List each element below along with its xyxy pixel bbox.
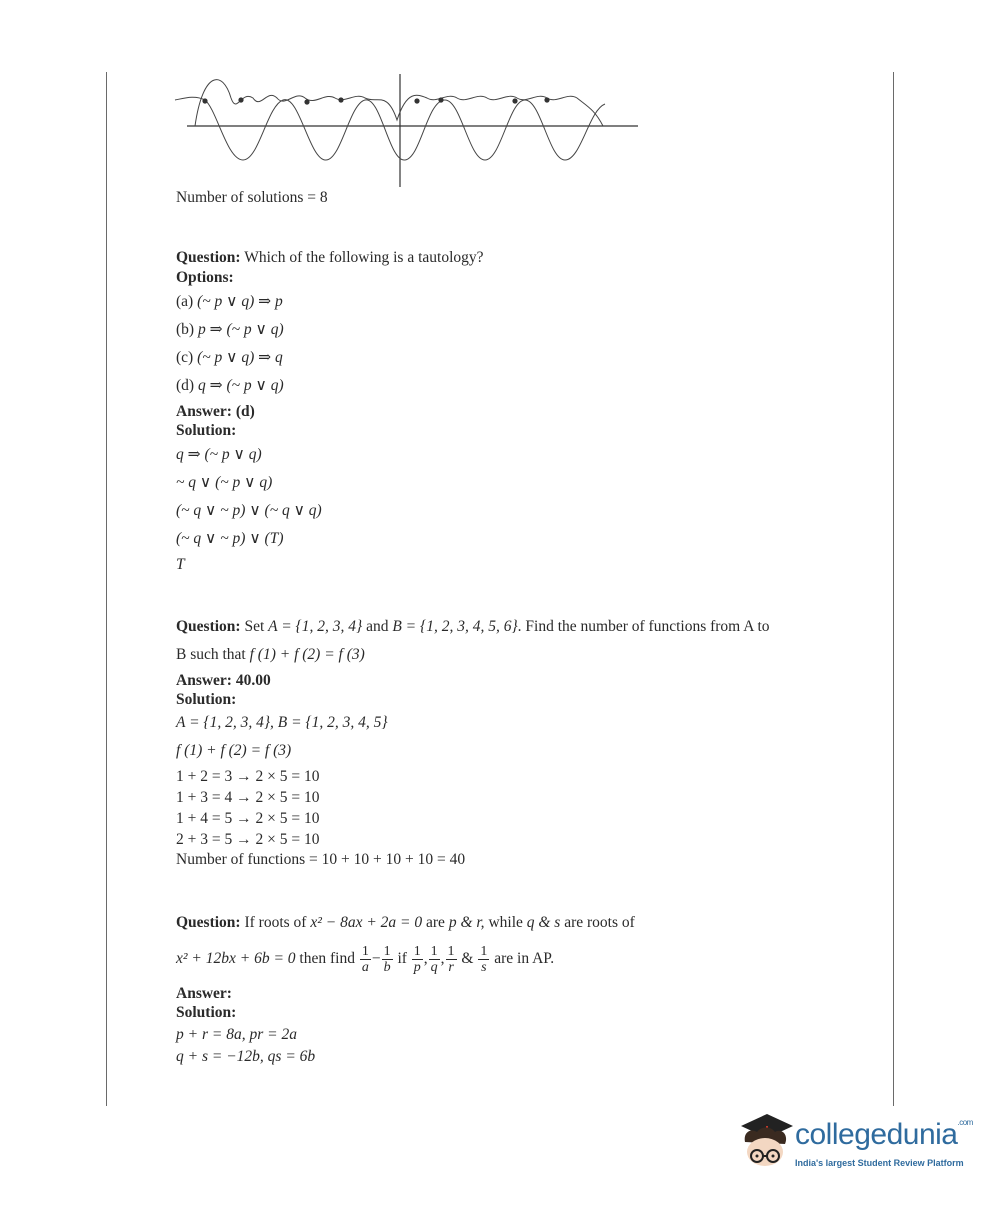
q2-solution-step: A = {1, 2, 3, 4}, B = {1, 2, 3, 4, 5} (176, 714, 388, 731)
q1-solution-step: (~ q ∨ ~ p) ∨ (T) (176, 530, 284, 547)
q2-solution-step: f (1) + f (2) = f (3) (176, 742, 292, 759)
q2-answer: Answer: 40.00 (176, 672, 271, 689)
ampersand: & (457, 950, 478, 967)
sine-graph (165, 70, 645, 190)
curve-sine-wave (175, 97, 605, 160)
q1-solution-step: ~ q ∨ (~ p ∨ q) (176, 474, 273, 491)
q3-text: while (484, 914, 527, 931)
numerator: 1 (361, 943, 369, 959)
q2-solution-step: Number of functions = 10 + 10 + 10 + 10 = 40 (176, 851, 466, 868)
intersection-point (238, 97, 243, 102)
q2-question-line2 (176, 645, 365, 665)
fraction-1-over-a (360, 944, 371, 975)
q1-option-a-label: (a) (176, 293, 194, 310)
q2-math: f (1) + f (2) = f (3) (249, 646, 365, 663)
q3-question-line2 (176, 942, 554, 976)
fraction-1-over-b (382, 944, 393, 975)
q1-option-b-text: p ⇒ (~ p ∨ q) (197, 321, 284, 338)
q1-solution-step: q ⇒ (~ p ∨ q) (176, 446, 262, 463)
q1-option-d (176, 376, 284, 396)
q3-text: if (393, 950, 411, 967)
denominator: a (361, 959, 369, 975)
intersection-point (338, 97, 343, 102)
q1-option-a-text: (~ p ∨ q) ⇒ p (197, 293, 283, 310)
q3-solution-step: p + r = 8a, pr = 2a (176, 1026, 297, 1043)
q2-solution-label: Solution: (176, 691, 237, 708)
q3-math: x² + 12bx + 6b = 0 (176, 950, 296, 967)
q2-question-label: Question: (176, 618, 241, 635)
comma: , (440, 950, 445, 967)
q1-option-b (176, 320, 284, 340)
q1-question (176, 248, 484, 268)
fraction-1-over-p (412, 944, 423, 975)
denominator: b (383, 959, 391, 975)
logo-name: collegedunia (795, 1118, 958, 1151)
intersection-point (202, 98, 207, 103)
intersection-point (414, 98, 419, 103)
q1-solution-label: Solution: (176, 422, 237, 439)
logo-tagline: India's largest Student Review Platform (795, 1158, 964, 1168)
q1-option-a (176, 292, 283, 312)
numerator: 1 (480, 943, 488, 959)
q3-text: are (422, 914, 449, 931)
q1-option-c-text: (~ p ∨ q) ⇒ q (197, 349, 283, 366)
curve-high-frequency (195, 80, 603, 126)
q3-question-line1 (176, 913, 635, 933)
q1-solution-step: T (176, 556, 185, 573)
q2-text: B such that (176, 646, 250, 663)
q2-solution-step: 1 + 3 = 4 → 2 × 5 = 10 (176, 789, 320, 806)
q3-math: p & r, (448, 914, 485, 931)
graph-caption: Number of solutions = 8 (176, 189, 328, 206)
q3-question-label: Question: (176, 914, 241, 931)
q3-math: q & s (526, 914, 561, 931)
q1-option-d-label: (d) (176, 377, 195, 394)
q2-math: B = {1, 2, 3, 4, 5, 6} (392, 618, 518, 635)
q2-question-line1 (176, 617, 770, 637)
numerator: 1 (383, 943, 391, 959)
intersection-point (512, 98, 517, 103)
q3-solution-step: q + s = −12b, qs = 6b (176, 1048, 316, 1065)
q2-math: A = {1, 2, 3, 4} (268, 618, 363, 635)
right-margin-line (893, 72, 894, 1106)
q3-answer: Answer: (176, 985, 232, 1002)
q1-option-d-text: q ⇒ (~ p ∨ q) (197, 377, 284, 394)
comma: , (423, 950, 428, 967)
q3-solution-label: Solution: (176, 1004, 237, 1021)
q2-text: Set (240, 618, 269, 635)
logo-domain: .com (957, 1118, 973, 1127)
numerator: 1 (447, 943, 455, 959)
denominator: q (430, 959, 438, 975)
q3-text: are in AP. (490, 950, 555, 967)
q2-solution-step: 1 + 4 = 5 → 2 × 5 = 10 (176, 810, 320, 827)
collegedunia-logo (735, 1108, 973, 1178)
left-margin-line (106, 72, 107, 1106)
denominator: s (481, 959, 487, 975)
q2-text: and (362, 618, 393, 635)
q1-answer: Answer: (d) (176, 403, 255, 420)
q3-math: x² − 8ax + 2a = 0 (310, 914, 423, 931)
numerator: 1 (430, 943, 438, 959)
numerator: 1 (413, 943, 421, 959)
denominator: r (448, 959, 454, 975)
q1-options-label: Options: (176, 269, 234, 286)
q1-solution-step: (~ q ∨ ~ p) ∨ (~ q ∨ q) (176, 502, 322, 519)
q3-text: If roots of (240, 914, 311, 931)
fraction-1-over-r (446, 944, 457, 975)
minus-sign: − (371, 950, 381, 967)
q3-text: then find (295, 950, 359, 967)
logo-wordmark (795, 1118, 973, 1152)
q1-option-c-label: (c) (176, 349, 194, 366)
mascot-icon (735, 1108, 797, 1178)
q3-text: are roots of (560, 914, 635, 931)
intersection-point (544, 97, 549, 102)
q2-solution-step: 2 + 3 = 5 → 2 × 5 = 10 (176, 831, 320, 848)
fraction-1-over-q (429, 944, 440, 975)
q2-solution-step: 1 + 2 = 3 → 2 × 5 = 10 (176, 768, 320, 785)
q1-question-text: Which of the following is a tautology? (240, 249, 484, 266)
denominator: p (413, 959, 421, 975)
intersection-point (438, 97, 443, 102)
q2-text: . Find the number of functions from A to (517, 618, 770, 635)
q1-question-label: Question: (176, 249, 241, 266)
q1-option-b-label: (b) (176, 321, 195, 338)
intersection-point (304, 99, 309, 104)
fraction-1-over-s (478, 944, 489, 975)
q1-option-c (176, 348, 283, 368)
